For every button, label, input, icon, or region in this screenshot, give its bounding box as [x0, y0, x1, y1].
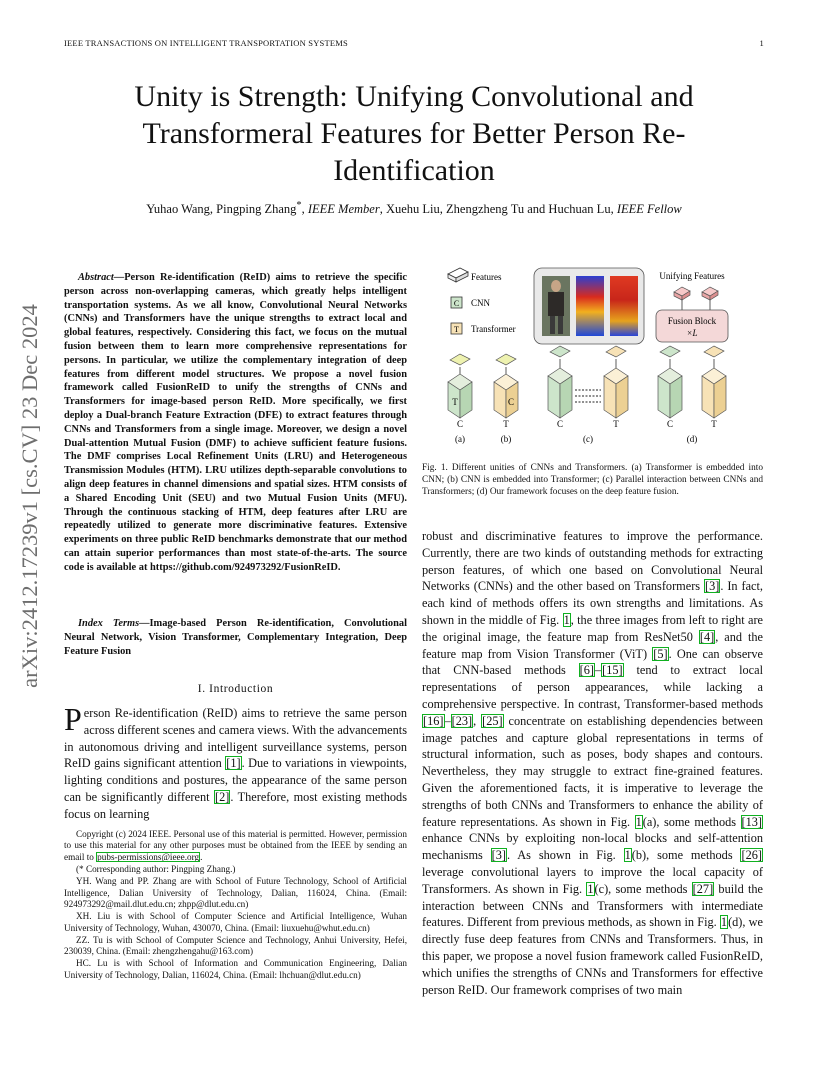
label-a-input: C: [456, 419, 464, 429]
intro-text-2: . Due to variations in viewpoints, lighting conditions and postures, the appearance of the same person can be significantly different: [64, 756, 407, 804]
body-text: (b), some methods: [631, 848, 741, 863]
svg-text:Fusion Block: Fusion Block: [667, 316, 717, 326]
body-text: robust and discriminative features to improve the performance. Currently, there are two kinds of outstanding methods for extracting person features, of which one based on Convolutional Neural Networks (CNNs) and the other based on Transformers: [422, 529, 763, 594]
subfigure-d-label: (d): [686, 434, 698, 444]
citation-link[interactable]: [13]: [741, 814, 762, 829]
label-c-transformer: T: [613, 419, 619, 429]
body-text: (a), some methods: [642, 814, 741, 829]
figure-link[interactable]: 1: [635, 814, 642, 829]
body-text: –: [444, 713, 451, 728]
author-fellow-title: IEEE Fellow: [616, 202, 682, 217]
body-text: , and the feature map from Vision Transformer (ViT): [422, 629, 763, 661]
body-text: ,: [473, 713, 482, 728]
cube-pair-c: [548, 346, 628, 418]
label-d-cnn: C: [666, 419, 674, 429]
abstract-text: —Person Re-identification (ReID) aims to retrieve the specific person across non-overlapping cameras, which greatly helps intelligent transportation systems. As we all know, Convolutional Neural Networks (CNNs) and Transformers have the unique strengths to extract local and global features, respectively. Considering this fact, we focus on the mutual fusion between them to learn more comprehensive representations for persons. In particular, we utilize the complementary integration of deep features from different model structures. We propose a novel fusion framework called FusionReID to unify the strengths of CNNs and Transformers for image-based person ReID. More specifically, we first deploy a Dual-branch Feature Extraction (DFE) to extract features through CNNs and Transformers from a single image. Moreover, we design a novel Dual-attention Mutual Fusion (DMF) to achieve sufficient feature fusions. The DMF comprises Local Refinement Units (LRU) and Heterogeneous Transmission Modules (HTM). LRU utilizes depth-separable convolutions to align deep features in channel dimensions and spatial sizes. HTM consists of a Shared Encoding Unit (SEU) and two Mutual Fusion Units (MFU). Through the continuous stacking of HTM, deep features after LRU are repeatedly utilized to generate more discriminative features. Extensive experiments on three public ReID benchmarks demonstrate that our method can attain superior performances than most state-of-the-arts. The source code is available at https://github.com/924973292/FusionReID.: [64, 272, 407, 573]
citation-link[interactable]: [25]: [482, 713, 503, 728]
body-text: build the interaction between CNNs and Transformers with intermediate features. Different from previous methods, as shown in Fig.: [422, 881, 764, 930]
unifying-features-label: Unifying Features: [659, 271, 725, 281]
body-text: concentrate on establishing dependencies between image patches and capture global representations in terms of structural information, such as poses, body shapes and contours. Nevertheless, they may struggle to extract fine-grained features. Given the aforementioned facts, it is imperative to leverage the strengths of both CNNs and Transformers to enhance the ability of feature representations. As shown in Fig.: [422, 713, 763, 829]
figure-link[interactable]: 1: [624, 848, 631, 863]
figure-link[interactable]: 1: [563, 612, 570, 627]
citation-link[interactable]: [6]: [579, 663, 594, 678]
copyright-note: [64, 829, 407, 863]
intro-paragraph: [64, 701, 407, 823]
feature-map-panel: [534, 268, 644, 344]
subfigure-b-label: (b): [500, 434, 512, 444]
body-text: tend to extract local representations of person appearances, while lacking a comprehensive perspective. In contrast, Transformer-based methods: [422, 663, 763, 711]
author-names-2: , Xuehu Liu, Zhengzheng Tu and Huchuan Lu,: [379, 202, 617, 217]
affiliation-liu: XH. Liu is with School of Computer Science and Artificial Intelligence, Wuhan University of Technology, Wuhan, 430070, China. (Email: liuxuehu@whut.edu.cn): [64, 911, 407, 933]
citation-link[interactable]: [3]: [705, 579, 720, 594]
fusion-block: [656, 310, 728, 342]
copyright-text: Copyright (c) 2024 IEEE. Personal use of this material is permitted. However, permission to use this material for any other purposes must be obtained from the IEEE by sending an email to: [64, 829, 407, 862]
legend-features: [448, 268, 502, 282]
body-text: leverage convolutional layers to improve the local capacity of Transformers. As shown in Fig.: [422, 864, 763, 896]
svg-text:T: T: [452, 397, 458, 407]
legend-cnn: [451, 297, 491, 308]
subfigure-c-label: (c): [583, 434, 593, 444]
affiliation-wang-zhang: YH. Wang and PP. Zhang are with School of Future Technology, School of Artificial Intelligence, Dalian University of Technology, Dalian, 116024, China. (Email: 924973292@mail.dlut.edu.cn; zhpp@dlut.edu.cn): [64, 876, 407, 910]
citation-link[interactable]: [2]: [215, 789, 230, 804]
arxiv-stamp: [6, 286, 54, 706]
body-text: . As shown in Fig.: [507, 848, 624, 863]
body-text: (c), some methods: [594, 881, 692, 896]
cube-pair-d: [658, 346, 726, 418]
figure-link[interactable]: 1: [587, 881, 594, 896]
citation-link[interactable]: [5]: [653, 646, 668, 661]
intro-text-3: . Therefore, most existing methods focus on learning: [64, 789, 407, 821]
index-terms: [64, 617, 407, 658]
citation-link[interactable]: [15]: [602, 663, 623, 678]
cube-a: [448, 354, 472, 418]
copyright-period: .: [200, 851, 203, 862]
footnotes: [64, 829, 407, 982]
body-text: , the three images from left to right are the original image, the feature map from ResNet50: [422, 612, 763, 644]
right-column-text: [422, 528, 763, 998]
citation-link[interactable]: [23]: [451, 713, 473, 728]
arxiv-stamp-text: arXiv:2412.17239v1 [cs.CV] 23 Dec 2024: [17, 304, 42, 688]
subfigure-a-label: (a): [455, 434, 465, 444]
affiliation-tu: ZZ. Tu is with School of Computer Science and Technology, Anhui University, Hefei, 230039, China. (Email: zhengzhengahu@163.com): [64, 934, 407, 957]
citation-link[interactable]: [3]: [491, 848, 507, 863]
body-text: –: [594, 663, 602, 678]
index-terms-text: —Image-based Person Re-identification, Convolutional Neural Network, Vision Transformer, Complementary Integration, Deep Feature Fusion: [64, 618, 407, 657]
svg-text:T: T: [454, 325, 459, 334]
label-c-cnn: C: [556, 419, 564, 429]
citation-link[interactable]: [26]: [741, 848, 762, 863]
citation-link[interactable]: [27]: [692, 881, 714, 896]
journal-name: IEEE TRANSACTIONS ON INTELLIGENT TRANSPORTATION SYSTEMS: [64, 38, 348, 48]
corresponding-star: *: [296, 200, 302, 211]
cube-b: [494, 354, 518, 418]
svg-text:C: C: [507, 397, 515, 407]
abstract: [64, 271, 407, 575]
intro-text-1: erson Re-identification (ReID) aims to retrieve the same person across different scenes and camera views. With the advancements in autonomous driving and intelligent surveillance systems, person ReID gains significant attention: [64, 706, 407, 771]
author-list: [40, 200, 788, 217]
label-b-input: T: [503, 419, 509, 429]
body-text: (d), we directly fuse deep features from CNNs and Transformers. Thus, in this paper, we propose a novel fusion framework called FusionReID, which unifies the strengths of CNNs and Transformers for effective person ReID. Our framework comprises of two main: [422, 915, 764, 997]
corresponding-note: (* Corresponding author: Pingping Zhang.): [76, 864, 236, 875]
svg-text:C: C: [453, 299, 460, 308]
abstract-label: Abstract: [78, 272, 114, 283]
drop-cap: P: [64, 701, 82, 737]
legend-transformer: [451, 323, 516, 334]
svg-text:Transformer: Transformer: [471, 324, 516, 334]
section-heading: I. Introduction: [197, 683, 274, 695]
index-terms-label: Index Terms: [78, 618, 140, 629]
permissions-email-link[interactable]: pubs-permissions@ieee.org: [97, 851, 200, 862]
citation-link[interactable]: [4]: [699, 629, 715, 644]
unifying-feature-tokens: [674, 287, 718, 312]
figure-1-diagram: [438, 262, 760, 450]
page-number: 1: [759, 38, 764, 48]
figure-caption: Fig. 1. Different unities of CNNs and Transformers. (a) Transformer is embedded into CNN; (b) CNN is embedded into Transformer; (c) Parallel interaction between CNNs and Transformers; (d) Our framework focuses on the deep feature fusion.: [422, 463, 763, 497]
affiliation-lu: HC. Lu is with School of Information and Communication Engineering, Dalian University of Technology, Dalian, 116024, China. (Email: lhchuan@dlut.edu.cn): [64, 958, 407, 980]
svg-text:Features: Features: [471, 272, 502, 282]
svg-text:×L: ×L: [686, 328, 698, 338]
citation-link[interactable]: [16]: [423, 713, 444, 728]
figure-link[interactable]: 1: [720, 915, 728, 930]
body-text: enhance CNNs by exploiting non-local blocks and self-attention mechanisms: [422, 831, 763, 863]
label-d-transformer: T: [711, 419, 717, 429]
svg-text:CNN: CNN: [471, 298, 491, 308]
author-comma: ,: [301, 202, 308, 217]
citation-link[interactable]: [1]: [226, 756, 241, 771]
running-header: [64, 38, 764, 48]
body-text: . One can observe that CNN-based methods: [422, 646, 764, 678]
body-text: . In fact, each kind of methods offers its own strengths and limitations. As shown in the middle of Fig.: [422, 579, 763, 627]
author-member-title: IEEE Member: [307, 202, 380, 217]
paper-title: Unity is Strength: Unifying Convolutional and Transformeral Features for Better Person Re-Identification: [134, 80, 694, 187]
author-names-1: Yuhao Wang, Pingping Zhang: [146, 202, 297, 217]
